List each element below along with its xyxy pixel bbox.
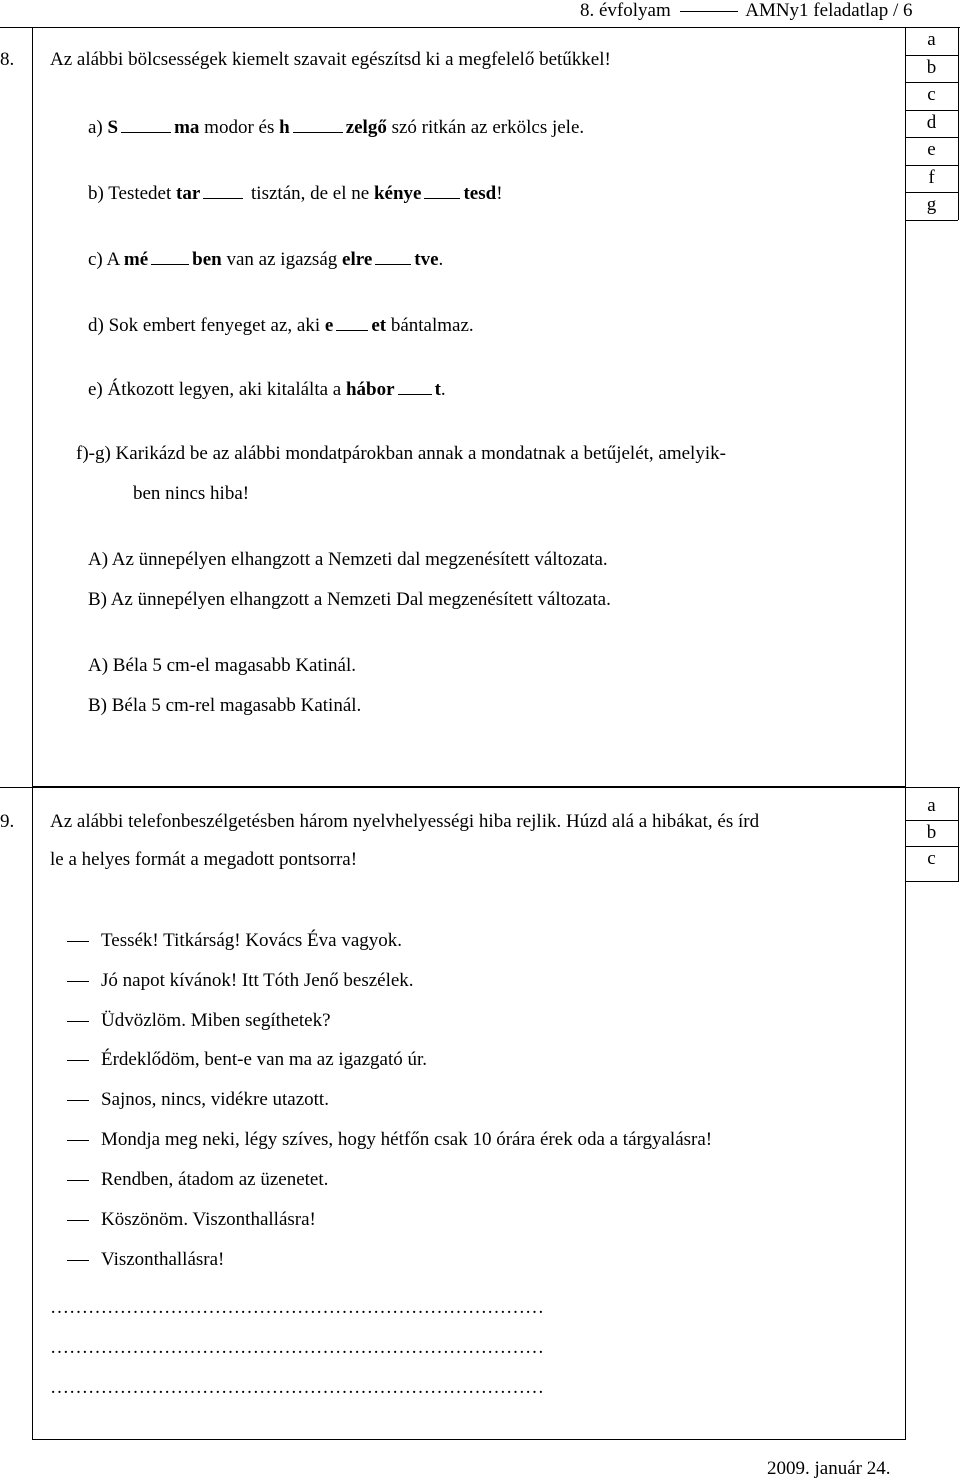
score-letter-a: a — [927, 29, 936, 50]
dialogue-line[interactable]: Sajnos, nincs, vidékre utazott. — [101, 1089, 329, 1110]
blank-input[interactable] — [336, 329, 368, 331]
task9-number: 9. — [0, 811, 15, 832]
task8-number: 8. — [0, 49, 15, 70]
dialogue-dash — [67, 1220, 89, 1221]
blank-input[interactable] — [424, 197, 460, 199]
dialogue-dash — [67, 1100, 89, 1101]
dialogue-line[interactable]: Mondja meg neki, légy szíves, hogy hétfőn csak 10 órára érek oda a tárgyalásra! — [101, 1129, 713, 1150]
score-letter-c: c — [927, 84, 936, 105]
dialogue-line[interactable]: Viszonthallásra! — [101, 1249, 225, 1270]
task9-top-border — [0, 787, 960, 788]
answer-line-2[interactable]: …………………………………………………………………… — [50, 1337, 544, 1358]
blank-input[interactable] — [398, 393, 432, 395]
proverb-e: e) Átkozott legyen, aki kitalálta a hábor t. — [88, 379, 446, 400]
score-letter-e: e — [927, 139, 936, 160]
blank-input[interactable] — [151, 263, 189, 265]
answer-line-1[interactable]: …………………………………………………………………… — [50, 1297, 544, 1318]
blank-input[interactable] — [121, 131, 171, 133]
dialogue-line[interactable]: Jó napot kívánok! Itt Tóth Jenő beszélek. — [101, 970, 414, 991]
score-letter-d: d — [926, 112, 937, 133]
task8-instruction: Az alábbi bölcsességek kiemelt szavait egészítsd ki a megfelelő betűkkel! — [50, 49, 611, 70]
task8-right-border — [958, 27, 959, 220]
task9-instruction-line1: Az alábbi telefonbeszélgetésben három nyelvhelyességi hiba rejlik. Húzd alá a hibákat, és írd — [50, 811, 760, 832]
dialogue-line[interactable]: Köszönöm. Viszonthallásra! — [101, 1209, 316, 1230]
dialogue-dash — [67, 981, 89, 982]
score-letter-c: c — [927, 848, 936, 869]
footer-date: 2009. január 24. — [767, 1458, 891, 1479]
dialogue-dash — [67, 1060, 89, 1061]
sentence-pair2-b[interactable]: B) Béla 5 cm-rel magasabb Katinál. — [88, 695, 362, 716]
task8-top-border — [0, 27, 960, 28]
dialogue-dash — [67, 1260, 89, 1261]
answer-line-3[interactable]: …………………………………………………………………… — [50, 1377, 544, 1398]
proverb-d: d) Sok embert fenyeget az, aki e et bántalmaz. — [88, 315, 474, 336]
dialogue-line[interactable]: Üdvözlöm. Miben segíthetek? — [101, 1010, 331, 1031]
proverb-b: b) Testedet tar tisztán, de el ne kénye tesd! — [88, 183, 503, 204]
sentence-pair1-a[interactable]: A) Az ünnepélyen elhangzott a Nemzeti dal megzenésített változata. — [88, 549, 608, 570]
dialogue-dash — [67, 1140, 89, 1141]
score-letter-g: g — [926, 194, 937, 215]
dialogue-line[interactable]: Rendben, átadom az üzenetet. — [101, 1169, 329, 1190]
dialogue-line[interactable]: Tessék! Titkárság! Kovács Éva vagyok. — [101, 930, 403, 951]
proverb-c: c) A mé ben van az igazság elre tve. — [88, 249, 444, 270]
dialogue-dash — [67, 1021, 89, 1022]
score-letter-f: f — [928, 167, 935, 188]
task8-fg-instruction-line2: ben nincs hiba! — [133, 483, 250, 504]
blank-input[interactable] — [375, 263, 411, 265]
header-grade: 8. évfolyam — [580, 0, 671, 21]
dialogue-dash — [67, 941, 89, 942]
score-letter-a: a — [927, 795, 936, 816]
task9-instruction-line2: le a helyes formát a megadott pontsorra! — [50, 849, 358, 870]
proverb-a: a) S ma modor és h zelgő szó ritkán az erkölcs jele. — [88, 117, 585, 138]
task8-fg-instruction-line1: f)-g) Karikázd be az alábbi mondatpárokban annak a mondatnak a betűjelét, amelyik- — [76, 443, 726, 464]
dialogue-dash — [67, 1180, 89, 1181]
page-header — [580, 0, 912, 22]
score-letter-b: b — [926, 822, 937, 843]
blank-input[interactable] — [293, 131, 343, 133]
task9-bottom-border — [32, 1439, 906, 1440]
header-rule — [680, 11, 738, 12]
task9-score-right — [958, 787, 959, 882]
sentence-pair2-a[interactable]: A) Béla 5 cm-el magasabb Katinál. — [88, 655, 357, 676]
header-sheet: AMNy1 feladatlap / 6 — [745, 0, 913, 21]
blank-input[interactable] — [203, 197, 243, 199]
task9-left-border — [32, 787, 33, 1440]
dialogue-line[interactable]: Érdeklődöm, bent-e van ma az igazgató úr. — [101, 1049, 428, 1070]
score-letter-b: b — [926, 57, 937, 78]
task8-right-lower — [905, 220, 906, 787]
sentence-pair1-b[interactable]: B) Az ünnepélyen elhangzott a Nemzeti Dal megzenésített változata. — [88, 589, 611, 610]
task9-score-divider — [905, 787, 906, 1440]
